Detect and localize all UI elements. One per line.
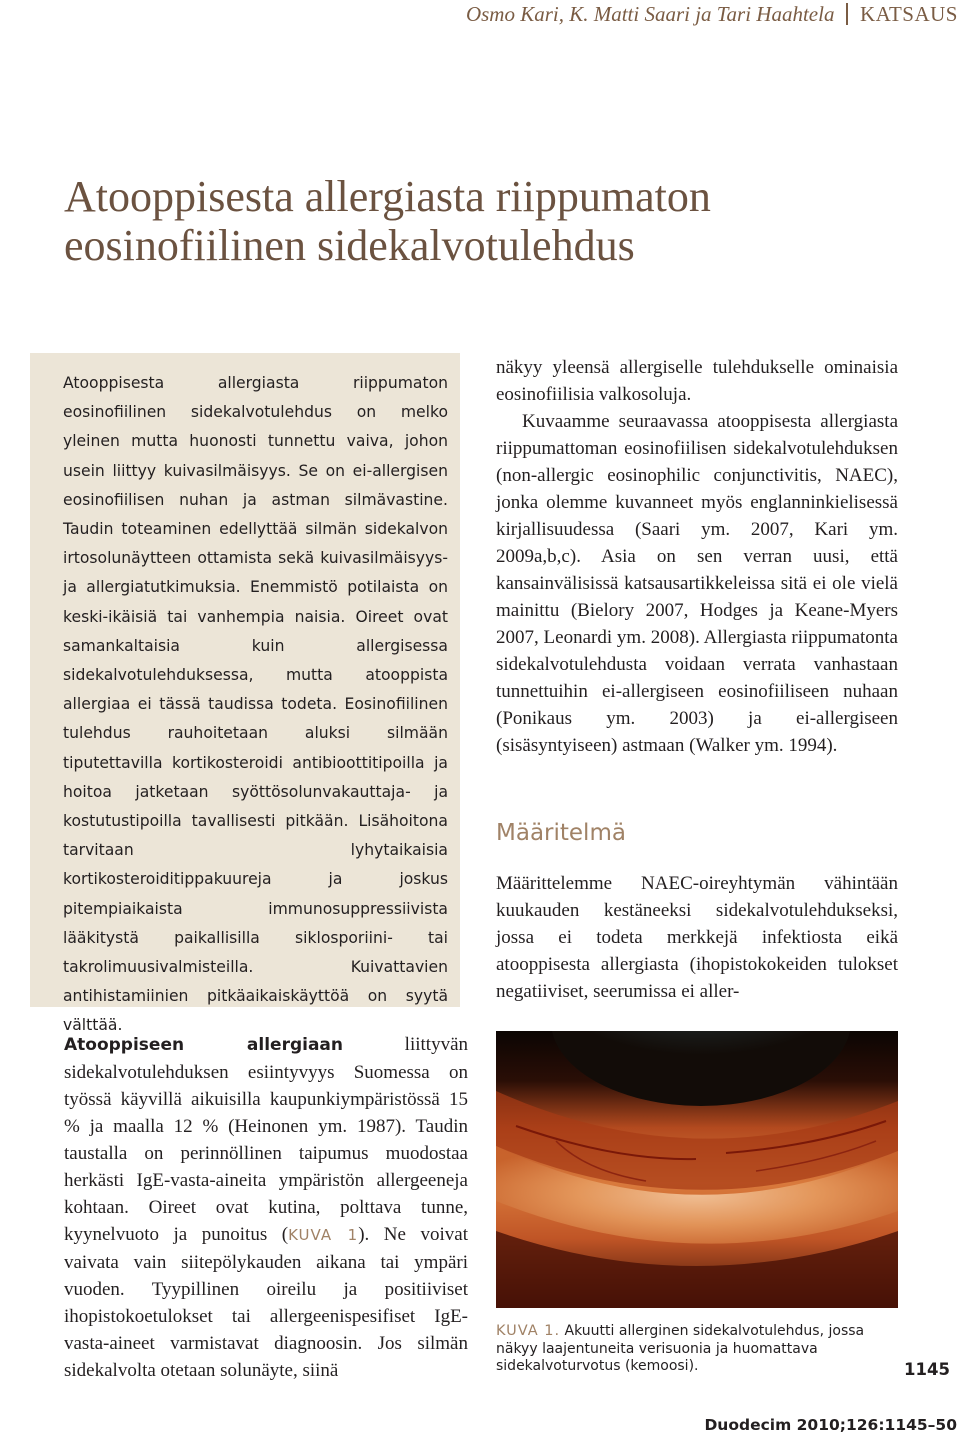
title-line-2: eosinofiilinen sidekalvotulehdus [64,221,635,270]
figure-reference: KUVA 1 [288,1226,359,1244]
page-number: 1145 [904,1360,950,1379]
lead-in: Atooppiseen allergiaan [64,1035,344,1055]
text-before-ref: liittyvän sidekalvotulehduksen esiintyvyys Suomessa on työssä käyvillä aikuisilla kaupunkiympäristössä 15 % ja maalla 12 % (Heinonen ym. 1987). Taudin taustalla on perinnöllinen taipumus muodostaa herkästi IgE-vasta-aineita ympäristön allergeeneja kohtaan. Oireet ovat kutina, polttava tunne, kyynelvuoto ja punoitus ( [64,1034,469,1245]
header-divider [846,3,848,25]
figure-caption-text: Akuutti allerginen sidekalvotulehdus, jossa näkyy laajentuneita verisuonia ja huomattava sidekalvoturvotus (kemoosi). [496,1323,865,1374]
abstract-text: Atooppisesta allergiasta riippumaton eosinofiilinen sidekalvotulehdus on melko yleinen mutta huonosti tunnettu vaiva, johon usein liittyy kuivasilmäisyys. Se on ei-allergisen eosinofiilisen nuhan ja astman silmävastine. Taudin toteaminen edellyttää silmän sidekalvon irtosolunäytteen ottamista sekä kuivasilmäisyys- ja allergiatutkimuksia. Enemmistö potilaista on keski-ikäisiä tai vanhempia naisia. Oireet ovat samankaltaisia kuin allergisessa sidekalvotulehduksessa, mutta atooppista allergiaa ei tässä taudissa todeta. Eosinofiilinen tulehdus rauhoitetaan aluksi silmään tiputettavilla kortikosteroidi antibioottitipoilla ja hoitoa jatketaan syöttösolunvakauttaja- ja kostutustipoilla tavallisesti pitkään. Lisähoitona tarvitaan lyhytaikaisia kortikosteroiditippakuureja ja joskus pitempiaikaista immunosuppressiivista lääkitystä paikallisilla siklosporiini- tai takrolimuusivalmisteilla. Kuivattavien antihistamiinien pitkäaikaiskäyttöä on syytä välttää. [63,374,448,1035]
right-column [496,354,898,759]
article-title [64,172,924,270]
running-header [466,2,958,27]
left-column [64,1031,468,1384]
definition-column [496,870,898,1005]
paragraph-atopic-allergy [64,1031,468,1384]
paragraph-continued: näkyy yleensä allergiselle tulehdukselle ominaisia eosinofiilisia valkosoluja. [496,357,898,405]
journal-citation: Duodecim 2010;126:1145–50 [704,1416,957,1434]
paragraph-definition: Määrittelemme NAEC-oireyhtymän vähintään kuukauden kestäneeksi sidekalvotulehdukseksi, jossa ei todeta merkkejä infektiosta eikä atooppisesta allergiasta (ihopistokokeiden tulokset negatiiviset, seerumissa ei aller- [496,873,898,1002]
paragraph-naec-intro: Kuvaamme seuraavassa atooppisesta allergiasta riippumattoman eosinofiilisen sidekalvotulehduksen (non-allergic eosinophilic conjunctivitis, NAEC), jonka olemme kuvanneet myös englanninkielisessä kirjallisuudessa (Saari ym. 2007, Kari ym. 2009a,b,c). Asia on sen verran uusi, että kansainvälisissä katsausartikkeleissa sitä ei ole vielä mainittu (Bielory 2007, Hodges ja Keane-Myers 2007, Leonardi ym. 2008). Allergiasta riippumatonta sidekalvotulehdusta voidaan verrata vanhastaan tunnettuihin ei-allergiseen eosinofiiliseen nuhaan (Ponikaus ym. 2003) ja ei-allergiseen (sisäsyntyiseen) astmaan (Walker ym. 1994). [496,411,898,756]
section-heading-definition: Määritelmä [496,820,626,846]
figure-label: KUVA 1. [496,1323,561,1339]
text-after-ref: ). Ne voivat vaivata vain siitepölykauden aikana tai ympäri vuoden. Tyypillinen oireilu ja positiiviset ihopistokoetulokset tai allergeenispesifiset IgE-vasta-aineet varmistavat diagnoosin. Jos silmän sidekalvolta otetaan solunäyte, siinä [64,1224,468,1381]
title-line-1: Atooppisesta allergiasta riippumaton [64,172,711,221]
header-authors: Osmo Kari, K. Matti Saari ja Tari Haahtela [465,2,835,26]
figure-eye-photo [496,1031,898,1308]
figure-caption [496,1323,908,1376]
abstract-box [30,353,460,1035]
header-section: KATSAUS [859,2,958,26]
